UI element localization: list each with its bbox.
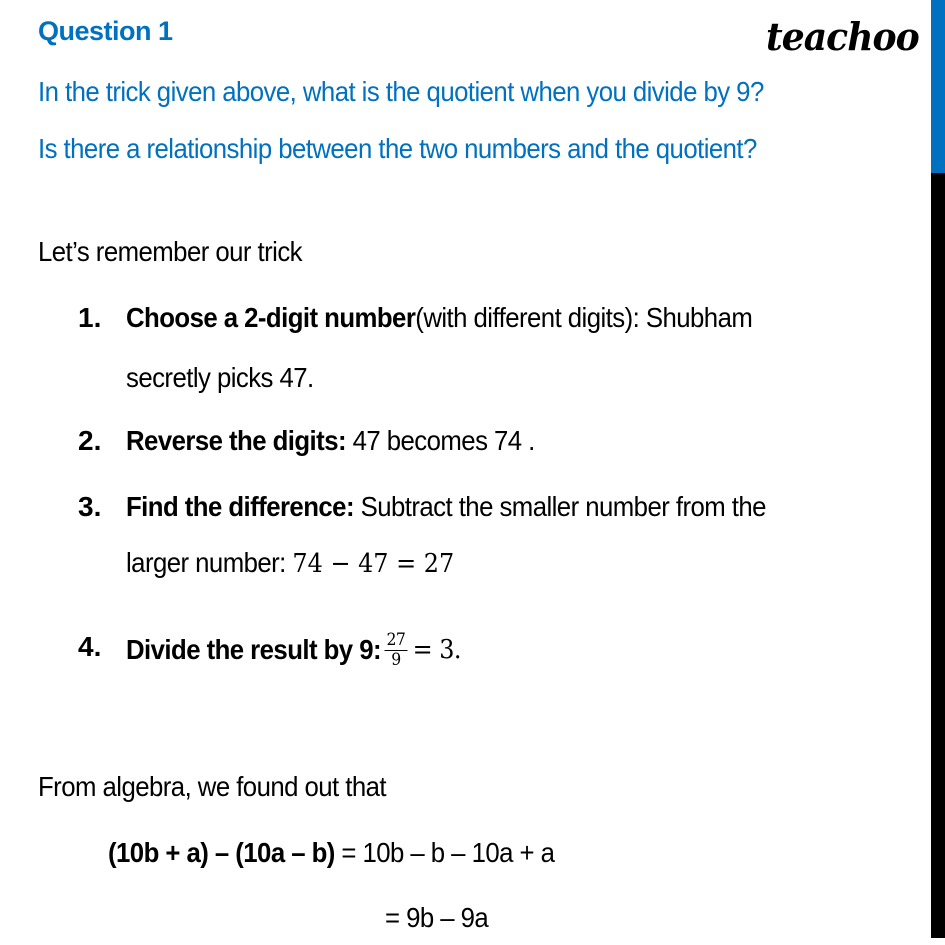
step-3-line-2: [126, 547, 454, 579]
step-1-text: (with different digits): Shubham: [415, 302, 753, 333]
step-1-line-2: secretly picks 47.: [126, 362, 314, 393]
step-3-line-1: [126, 491, 766, 523]
fraction-denominator: 9: [391, 649, 401, 670]
algebra-intro: From algebra, we found out that: [38, 771, 387, 802]
question-line-2: Is there a relationship between the two numbers and the quotient?: [38, 133, 757, 164]
step-4-fraction: [385, 631, 407, 669]
step-4-number: 4.: [78, 631, 102, 662]
step-3-equation: 74 − 47 = 27: [292, 549, 455, 579]
step-1-bold: Choose a 2-digit number: [126, 302, 416, 333]
step-2-text: 47 becomes 74 .: [345, 425, 535, 456]
algebra-lhs: (10b + a) – (10a – b): [108, 837, 335, 868]
side-bar-black-segment: [931, 173, 945, 938]
step-2-number: 2.: [78, 425, 102, 456]
step-3-bold: Find the difference:: [126, 491, 354, 522]
step-3-text: Subtract the smaller number from the: [353, 491, 766, 522]
algebra-line-2: = 9b – 9a: [385, 902, 489, 933]
intro-text: Let’s remember our trick: [38, 236, 303, 267]
step-4-result: = 3.: [412, 635, 461, 666]
step-3-number: 3.: [78, 491, 102, 522]
side-bar-blue-segment: [931, 0, 945, 173]
step-1-line-1: [126, 302, 752, 334]
side-accent-bar: [931, 0, 945, 938]
step-4-bold: Divide the result by 9:: [126, 634, 381, 666]
algebra-line-1: [108, 837, 554, 869]
teachoo-logo: teachoo: [766, 14, 919, 59]
step-3-continuation-text: larger number:: [126, 547, 293, 578]
question-line-1: In the trick given above, what is the quotient when you divide by 9?: [38, 76, 764, 107]
step-2-line: [126, 425, 535, 457]
step-2-bold: Reverse the digits:: [126, 425, 346, 456]
algebra-rhs: = 10b – b – 10a + a: [334, 837, 555, 868]
question-title: Question 1: [38, 16, 173, 46]
step-4-line: [126, 631, 461, 669]
fraction-numerator: 27: [386, 630, 406, 650]
step-1-number: 1.: [78, 302, 102, 333]
